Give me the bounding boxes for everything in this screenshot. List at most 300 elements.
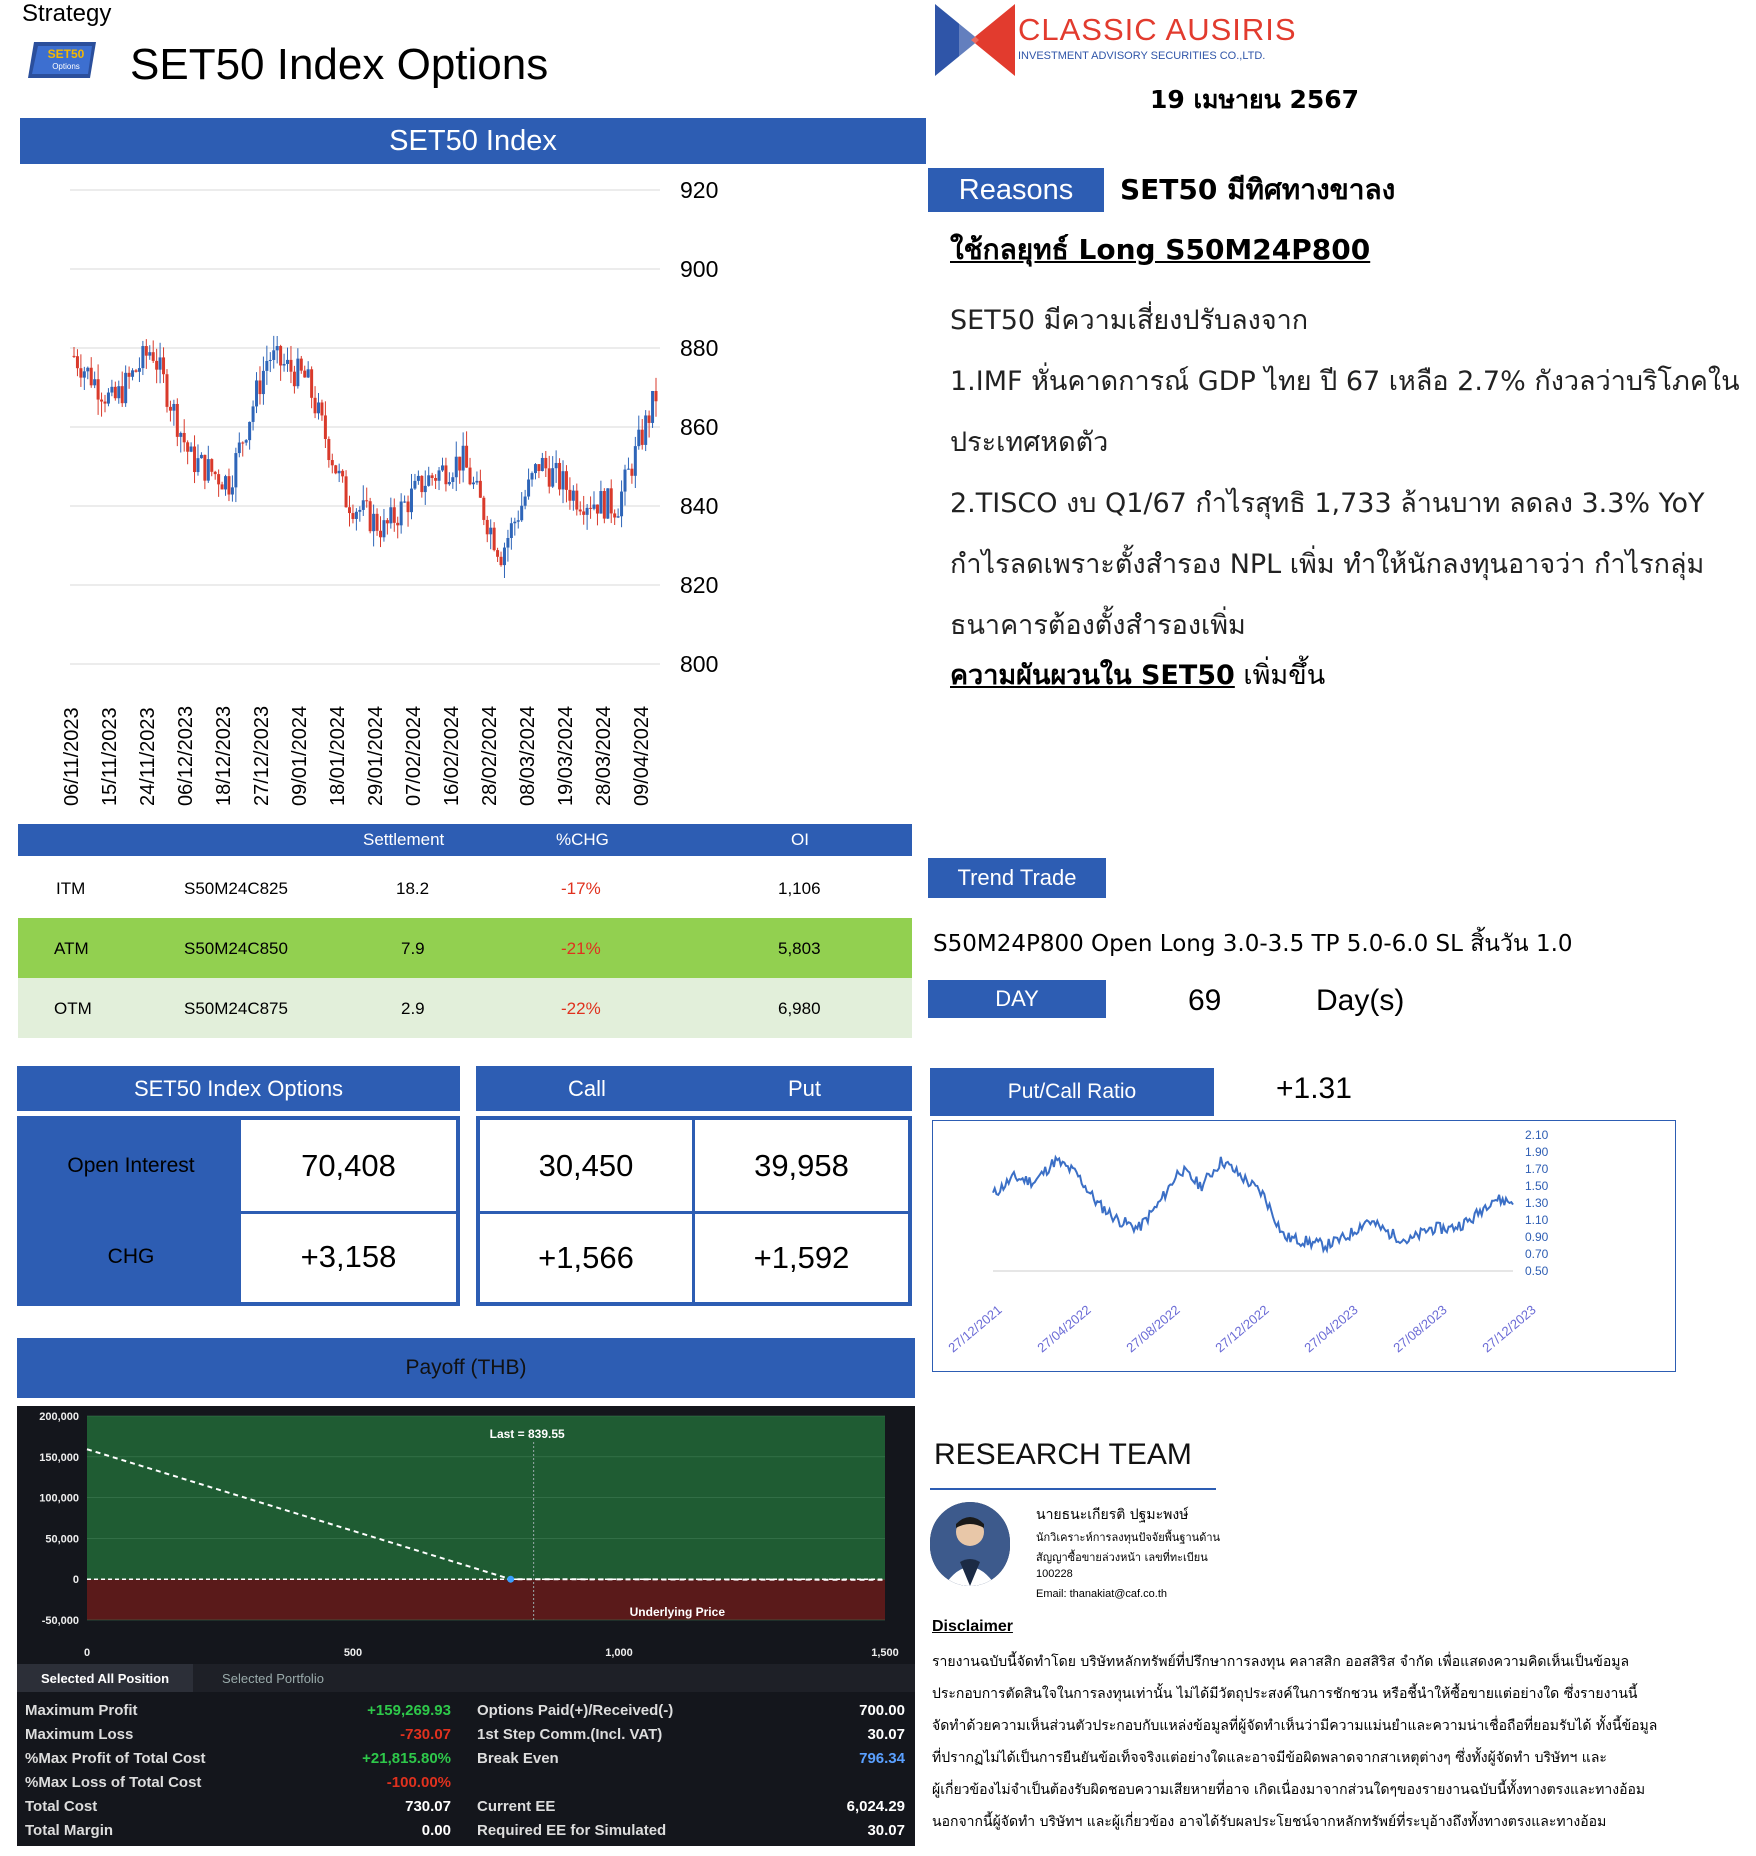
disclaimer-body — [932, 1646, 1752, 1838]
pct-change: -17% — [561, 879, 601, 898]
candle — [458, 457, 461, 471]
candle — [276, 346, 279, 350]
candle — [86, 368, 89, 372]
candle — [107, 393, 110, 404]
candle — [128, 373, 131, 377]
pcr-x-tick: 27/08/2023 — [1390, 1301, 1450, 1356]
disclaimer-line: นอกจากนี้ผู้จัดทำ บริษัทฯ และผู้เกี่ยวข้อง อาจได้รับผลประโยชน์จากหลักทรัพย์ที่ระบุอ้างถึงทั้งทางตรงและทางอ้อม — [932, 1814, 1607, 1830]
open-interest: 6,980 — [778, 999, 821, 1018]
candle — [155, 361, 158, 370]
candle — [362, 500, 365, 510]
candle — [431, 475, 434, 478]
stat-value: 0.00 — [421, 1822, 451, 1839]
break-even-point — [507, 1576, 514, 1583]
candle — [310, 369, 313, 398]
x-tick-label: 19/03/2024 — [555, 705, 577, 806]
moneyness: ITM — [56, 879, 86, 898]
pcr-y-tick: 1.90 — [1525, 1145, 1549, 1159]
oi-call: 30,450 — [538, 1147, 634, 1183]
pcr-value: +1.31 — [1276, 1072, 1352, 1105]
x-tick-label: 29/01/2024 — [365, 705, 387, 806]
candle — [544, 458, 547, 468]
candle — [73, 356, 76, 357]
underlying-price-label: Underlying Price — [629, 1605, 726, 1619]
payoff-title — [17, 1338, 915, 1398]
candle — [183, 433, 186, 442]
candle — [327, 439, 330, 460]
candle — [83, 371, 86, 377]
candle — [307, 369, 310, 377]
stat-label: Current EE — [477, 1798, 556, 1815]
candle — [541, 458, 544, 471]
stat-label: Maximum Profit — [25, 1702, 138, 1719]
candle — [372, 514, 375, 531]
payoff-y-tick: -50,000 — [41, 1615, 79, 1627]
candle — [241, 443, 244, 444]
x-tick-label: 09/04/2024 — [631, 705, 653, 806]
oi-label: Open Interest — [67, 1153, 195, 1177]
pcr-y-tick: 0.90 — [1525, 1230, 1549, 1244]
candle — [289, 360, 292, 372]
payoff-y-tick: 150,000 — [39, 1451, 79, 1464]
candle — [506, 538, 509, 548]
svg-text:Options: Options — [52, 62, 80, 71]
candle — [97, 379, 100, 399]
x-tick-label: 28/03/2024 — [593, 705, 615, 806]
table-row — [18, 978, 912, 1038]
page-title: SET50 Index Options — [130, 40, 549, 89]
candle — [100, 400, 103, 402]
candle — [179, 433, 182, 437]
candle — [555, 463, 558, 468]
stat-value: 796.34 — [859, 1750, 905, 1767]
candle — [407, 502, 410, 513]
candle — [369, 501, 372, 531]
candle — [217, 474, 220, 484]
x-tick-label: 08/03/2024 — [517, 705, 539, 806]
candle — [603, 491, 606, 519]
tab-selected-portfolio[interactable]: Selected Portfolio — [222, 1670, 324, 1686]
candle — [152, 352, 155, 361]
candle — [434, 478, 437, 481]
pcr-x-tick: 27/12/2022 — [1212, 1301, 1272, 1356]
pcr-y-tick: 0.50 — [1525, 1264, 1549, 1278]
pcr-y-tick: 0.70 — [1525, 1247, 1549, 1261]
y-tick-label: 880 — [680, 335, 719, 361]
pct-change: -22% — [561, 999, 601, 1018]
disclaimer-title: Disclaimer — [932, 1618, 1013, 1635]
candle — [410, 489, 413, 513]
payoff-y-tick: 0 — [72, 1574, 79, 1587]
pcr-y-tick: 1.50 — [1525, 1179, 1549, 1193]
stat-label: %Max Loss of Total Cost — [25, 1774, 202, 1791]
oi-put: 39,958 — [754, 1147, 849, 1183]
moneyness: ATM — [54, 939, 89, 958]
reason-line: ประเทศหดตัว — [950, 427, 1109, 458]
chg-total: +3,158 — [300, 1238, 397, 1274]
candle — [231, 487, 234, 494]
x-tick-label: 28/02/2024 — [479, 705, 501, 806]
candle — [320, 402, 323, 415]
analyst-registration: 100228 — [1036, 1568, 1073, 1580]
pcr-y-tick: 1.10 — [1525, 1213, 1549, 1227]
candle — [438, 470, 441, 480]
candle — [283, 364, 286, 366]
candle — [582, 511, 585, 514]
settlement: 2.9 — [401, 999, 425, 1018]
candle — [245, 440, 248, 442]
candle — [648, 415, 651, 422]
candle — [234, 453, 237, 487]
candle — [579, 510, 582, 512]
candle — [489, 528, 492, 535]
candle — [214, 472, 217, 474]
candle — [314, 398, 317, 413]
header-oi: OI — [791, 830, 809, 849]
candle — [448, 482, 451, 484]
payoff-x-tick: 1,000 — [605, 1647, 633, 1659]
candle — [486, 520, 489, 534]
chg-label: CHG — [107, 1244, 155, 1268]
chg-call: +1,566 — [538, 1240, 634, 1275]
payoff-tabs — [17, 1664, 915, 1692]
candle — [586, 508, 589, 515]
candle — [393, 507, 396, 523]
stat-label: Options Paid(+)/Received(-) — [477, 1702, 674, 1719]
brand-subtitle: INVESTMENT ADVISORY SECURITIES CO.,LTD. — [1018, 50, 1266, 62]
candle — [200, 455, 203, 458]
table-row — [18, 860, 912, 918]
candle — [537, 464, 540, 471]
candle — [141, 346, 144, 368]
candle — [351, 513, 354, 519]
candle — [630, 469, 633, 476]
payoff-x-tick: 0 — [83, 1647, 91, 1659]
day-tag: DAY — [928, 980, 1106, 1018]
pcr-y-tick: 1.30 — [1525, 1196, 1549, 1210]
series-code: S50M24C825 — [184, 879, 288, 898]
pcr-tag: Put/Call Ratio — [930, 1068, 1214, 1116]
candle — [500, 557, 503, 565]
settlement: 7.9 — [401, 939, 425, 958]
analyst-email[interactable]: Email: thanakiat@caf.co.th — [1036, 1588, 1168, 1600]
candle — [365, 500, 368, 501]
loss-zone — [87, 1579, 885, 1620]
candle — [186, 442, 189, 451]
candle — [159, 357, 162, 369]
stat-value: 700.00 — [859, 1702, 905, 1719]
analyst-role: นักวิเคราะห์การลงทุนปัจจัยพื้นฐานด้าน — [1036, 1531, 1221, 1544]
stat-value: 730.07 — [405, 1798, 451, 1815]
x-tick-label: 06/12/2023 — [175, 705, 197, 806]
stat-label: Break Even — [477, 1750, 559, 1767]
settlement: 18.2 — [396, 879, 430, 898]
candle — [227, 476, 230, 494]
candle — [624, 470, 627, 492]
candle — [655, 391, 658, 401]
candle — [389, 507, 392, 523]
candle — [114, 387, 117, 398]
call-put-box — [476, 1116, 912, 1306]
candle — [531, 473, 534, 479]
reason-line: ธนาคารต้องตั้งสำรองเพิ่ม — [950, 610, 1246, 641]
candle — [134, 370, 137, 371]
candle — [76, 356, 79, 368]
header-settlement: Settlement — [363, 830, 445, 849]
candle — [551, 468, 554, 486]
candle — [558, 463, 561, 489]
candle — [331, 460, 334, 465]
stat-label: %Max Profit of Total Cost — [25, 1750, 206, 1767]
stat-label: Required EE for Simulated — [477, 1822, 667, 1839]
candle — [444, 465, 447, 484]
strategy-line: ใช้กลยุทธ์ Long S50M24P800 — [950, 233, 1371, 266]
candle — [203, 455, 206, 481]
series-table-header — [18, 824, 912, 856]
candle — [589, 508, 592, 509]
oi-total-box — [17, 1116, 460, 1306]
call-header: Call — [568, 1076, 606, 1101]
candle — [420, 476, 423, 492]
candle — [382, 520, 385, 537]
candle — [300, 359, 303, 371]
x-tick-label: 24/11/2023 — [137, 707, 159, 806]
candle — [117, 386, 120, 398]
candle — [424, 486, 427, 492]
reason-line: 1.IMF หั่นคาดการณ์ GDP ไทย ปี 67 เหลือ 2.7% กังวลว่าบริโภคใน — [950, 366, 1740, 397]
research-team-title: RESEARCH TEAM — [934, 1438, 1192, 1471]
candle — [293, 372, 296, 386]
candle — [145, 346, 148, 356]
days-value: 69 — [1188, 984, 1222, 1017]
reason-line: 2.TISCO งบ Q1/67 กำไรสุทธิ 1,733 ล้านบาท ลดลง 3.3% YoY — [950, 488, 1705, 519]
strategy-label: Strategy — [22, 0, 112, 27]
pcr-chart — [932, 1120, 1676, 1372]
disclaimer-line: รายงานฉบับนี้จัดทำโดย บริษัทหลักทรัพย์ที่ปรึกษาการลงทุน คลาสสิก ออสสิริส จำกัด เพื่อแสดงความคิดเห็นเป็นข้อมูล — [932, 1654, 1630, 1670]
candle — [103, 402, 106, 404]
candle — [479, 481, 482, 498]
candle — [503, 548, 506, 566]
candle — [644, 415, 647, 444]
y-tick-label: 860 — [680, 414, 719, 440]
candle — [417, 476, 420, 481]
candle — [462, 446, 465, 471]
disclaimer-line: ประกอบการตัดสินใจในการลงทุนเท่านั้น ไม่ได้มีวัตถุประสงค์ในการชักชวน หรือชี้นำให้ซื้อขายแต่อย่างใด ซึ่งรายงานนี้ — [932, 1686, 1638, 1702]
classic-ausiris-logo — [935, 4, 1015, 76]
candle — [190, 446, 193, 451]
candle — [493, 528, 496, 550]
candle — [279, 346, 282, 365]
analyst-role-2: สัญญาซื้อขายล่วงหน้า เลขที่ทะเบียน — [1036, 1551, 1208, 1564]
series-code: S50M24C875 — [184, 999, 288, 1018]
candle — [613, 513, 616, 517]
reason-line: SET50 มีความเสี่ยงปรับลงจาก — [950, 305, 1309, 336]
candle — [565, 471, 568, 490]
chg-put: +1,592 — [753, 1240, 850, 1275]
candle — [376, 514, 379, 531]
set50-index-chart — [20, 166, 926, 816]
candle — [568, 490, 571, 501]
open-interest: 5,803 — [778, 939, 821, 958]
y-tick-label: 800 — [680, 651, 719, 677]
candle — [90, 368, 93, 386]
candle — [303, 371, 306, 378]
candle — [610, 488, 613, 513]
disclaimer-line: ที่ปรากฏไม่ได้เป็นการยืนยันข้อเท็จจริงแต่อย่างใดและอาจมีข้อผิดพลาดจากสาเหตุต่างๆ ซึ่งทั้งผู้จัดทำ บริษัทฯ และ — [932, 1750, 1607, 1766]
candle — [403, 502, 406, 503]
candle — [472, 483, 475, 485]
payoff-title-text: Payoff (THB) — [405, 1356, 527, 1379]
candle — [520, 506, 523, 521]
index-chart-title: SET50 Index — [20, 118, 926, 164]
candle — [121, 386, 124, 403]
candle — [482, 498, 485, 520]
put-header: Put — [788, 1076, 822, 1101]
call-put-header — [476, 1066, 912, 1111]
analyst-avatar — [930, 1502, 1010, 1586]
disclaimer-line: จัดทำด้วยความเห็นส่วนตัวประกอบกับแหล่งข้อมูลที่ผู้จัดทำเห็นว่ามีความแม่นยำและความน่าเชื่อถือที่ยอมรับได้ ทั้งนี้ข้อมูล — [932, 1718, 1658, 1734]
header-pchg: %CHG — [556, 830, 609, 849]
pcr-x-tick: 27/04/2022 — [1034, 1301, 1094, 1356]
candle — [513, 522, 516, 524]
candle — [651, 391, 654, 423]
candle — [165, 374, 168, 407]
stat-value: -100.00% — [386, 1774, 451, 1791]
disclaimer-line: ผู้เกี่ยวข้องไม่จำเป็นต้องรับผิดชอบความเสียหายที่อาจ เกิดเนื่องมาจากส่วนใดๆของรายงานฉบับนี้ทั้งทางตรงและทางอ้อม — [932, 1782, 1646, 1798]
stat-value: 6,024.29 — [846, 1798, 905, 1815]
days-unit: Day(s) — [1316, 984, 1405, 1017]
candle — [355, 512, 358, 519]
candle — [334, 465, 337, 473]
table-row — [18, 918, 912, 978]
candle — [510, 523, 513, 538]
candle — [110, 387, 113, 393]
report-date: 19 เมษายน 2567 — [1150, 85, 1360, 114]
candle — [169, 407, 172, 411]
candle — [172, 404, 175, 411]
pct-change: -21% — [561, 939, 601, 958]
candle — [599, 491, 602, 514]
candle — [207, 459, 210, 481]
candle — [572, 491, 575, 501]
set50-options-logo — [28, 38, 102, 82]
candle — [248, 422, 251, 440]
analyst-name: นายธนะเกียรติ ปฐมะพงษ์ — [1036, 1507, 1189, 1523]
reasons-headline: SET50 มีทิศทางขาลง — [1120, 173, 1396, 206]
candle — [252, 406, 255, 422]
candle — [455, 457, 458, 478]
candle — [620, 492, 623, 517]
candle — [451, 477, 454, 482]
candle — [296, 359, 299, 387]
x-tick-label: 18/01/2024 — [327, 705, 349, 806]
trend-trade-tag: Trend Trade — [928, 858, 1106, 898]
candle — [641, 430, 644, 445]
candle — [634, 446, 637, 476]
volatility-note — [950, 653, 1325, 696]
last-price-label: Last = 839.55 — [489, 1427, 565, 1441]
candle — [345, 476, 348, 507]
pcr-x-tick: 27/04/2023 — [1301, 1301, 1361, 1356]
candle — [131, 370, 134, 376]
payoff-panel — [17, 1406, 915, 1846]
payoff-stats — [17, 1702, 915, 1842]
series-code: S50M24C850 — [184, 939, 288, 958]
candle — [469, 468, 472, 485]
y-tick-label: 900 — [680, 256, 719, 282]
candle — [238, 443, 241, 454]
oi-total: 70,408 — [301, 1147, 396, 1183]
candle — [627, 469, 630, 470]
stat-value: +159,269.93 — [367, 1702, 451, 1719]
volatility-rest: เพิ่มขึ้น — [1234, 660, 1326, 691]
payoff-y-tick: 50,000 — [45, 1533, 79, 1546]
candle — [496, 550, 499, 557]
brand-name: CLASSIC AUSIRIS — [1018, 12, 1297, 47]
candle — [138, 368, 141, 372]
svg-text:SET50: SET50 — [47, 47, 85, 61]
stat-label: Total Margin — [25, 1822, 114, 1839]
candle — [517, 520, 520, 521]
candle — [575, 491, 578, 510]
tab-selected-all-position[interactable]: Selected All Position — [17, 1664, 193, 1692]
candle — [534, 464, 537, 473]
candle — [338, 471, 341, 473]
stat-value: 30.07 — [867, 1726, 905, 1743]
payoff-y-tick: 100,000 — [39, 1492, 79, 1505]
pcr-y-tick: 2.10 — [1525, 1128, 1549, 1142]
candle — [475, 481, 478, 483]
candle — [548, 468, 551, 486]
candle — [379, 531, 382, 537]
candle — [396, 523, 399, 525]
stat-label: Maximum Loss — [25, 1726, 134, 1743]
payoff-y-tick: 200,000 — [39, 1411, 79, 1423]
x-tick-label: 06/11/2023 — [61, 707, 83, 806]
y-tick-label: 840 — [680, 493, 719, 519]
pcr-x-tick: 27/12/2021 — [945, 1301, 1005, 1356]
candle — [465, 446, 468, 468]
pcr-x-tick: 27/08/2022 — [1123, 1301, 1183, 1356]
pcr-x-tick: 27/12/2023 — [1479, 1301, 1539, 1356]
x-tick-label: 18/12/2023 — [213, 705, 235, 806]
stat-value: +21,815.80% — [362, 1750, 451, 1767]
reasons-tag: Reasons — [928, 168, 1104, 212]
candle — [324, 415, 327, 439]
x-tick-label: 16/02/2024 — [441, 705, 463, 806]
candle — [176, 404, 179, 437]
pcr-y-tick: 1.70 — [1525, 1162, 1549, 1176]
candle — [317, 402, 320, 413]
volatility-bold: ความผันผวนใน SET50 — [950, 660, 1235, 691]
candle — [265, 361, 268, 371]
candle — [258, 380, 261, 394]
candle — [637, 430, 640, 446]
oi-block-title: SET50 Index Options — [17, 1066, 460, 1111]
moneyness: OTM — [54, 999, 92, 1018]
payoff-x-tick: 500 — [343, 1647, 363, 1659]
candle — [269, 360, 272, 361]
candle — [596, 505, 599, 514]
candle — [286, 360, 289, 364]
candle — [221, 484, 224, 489]
x-tick-label: 15/11/2023 — [99, 707, 121, 806]
stat-label: Total Cost — [25, 1798, 98, 1815]
candle — [358, 510, 361, 512]
candle — [93, 379, 96, 385]
pcr-series-line — [993, 1157, 1513, 1251]
x-tick-label: 07/02/2024 — [403, 705, 425, 806]
